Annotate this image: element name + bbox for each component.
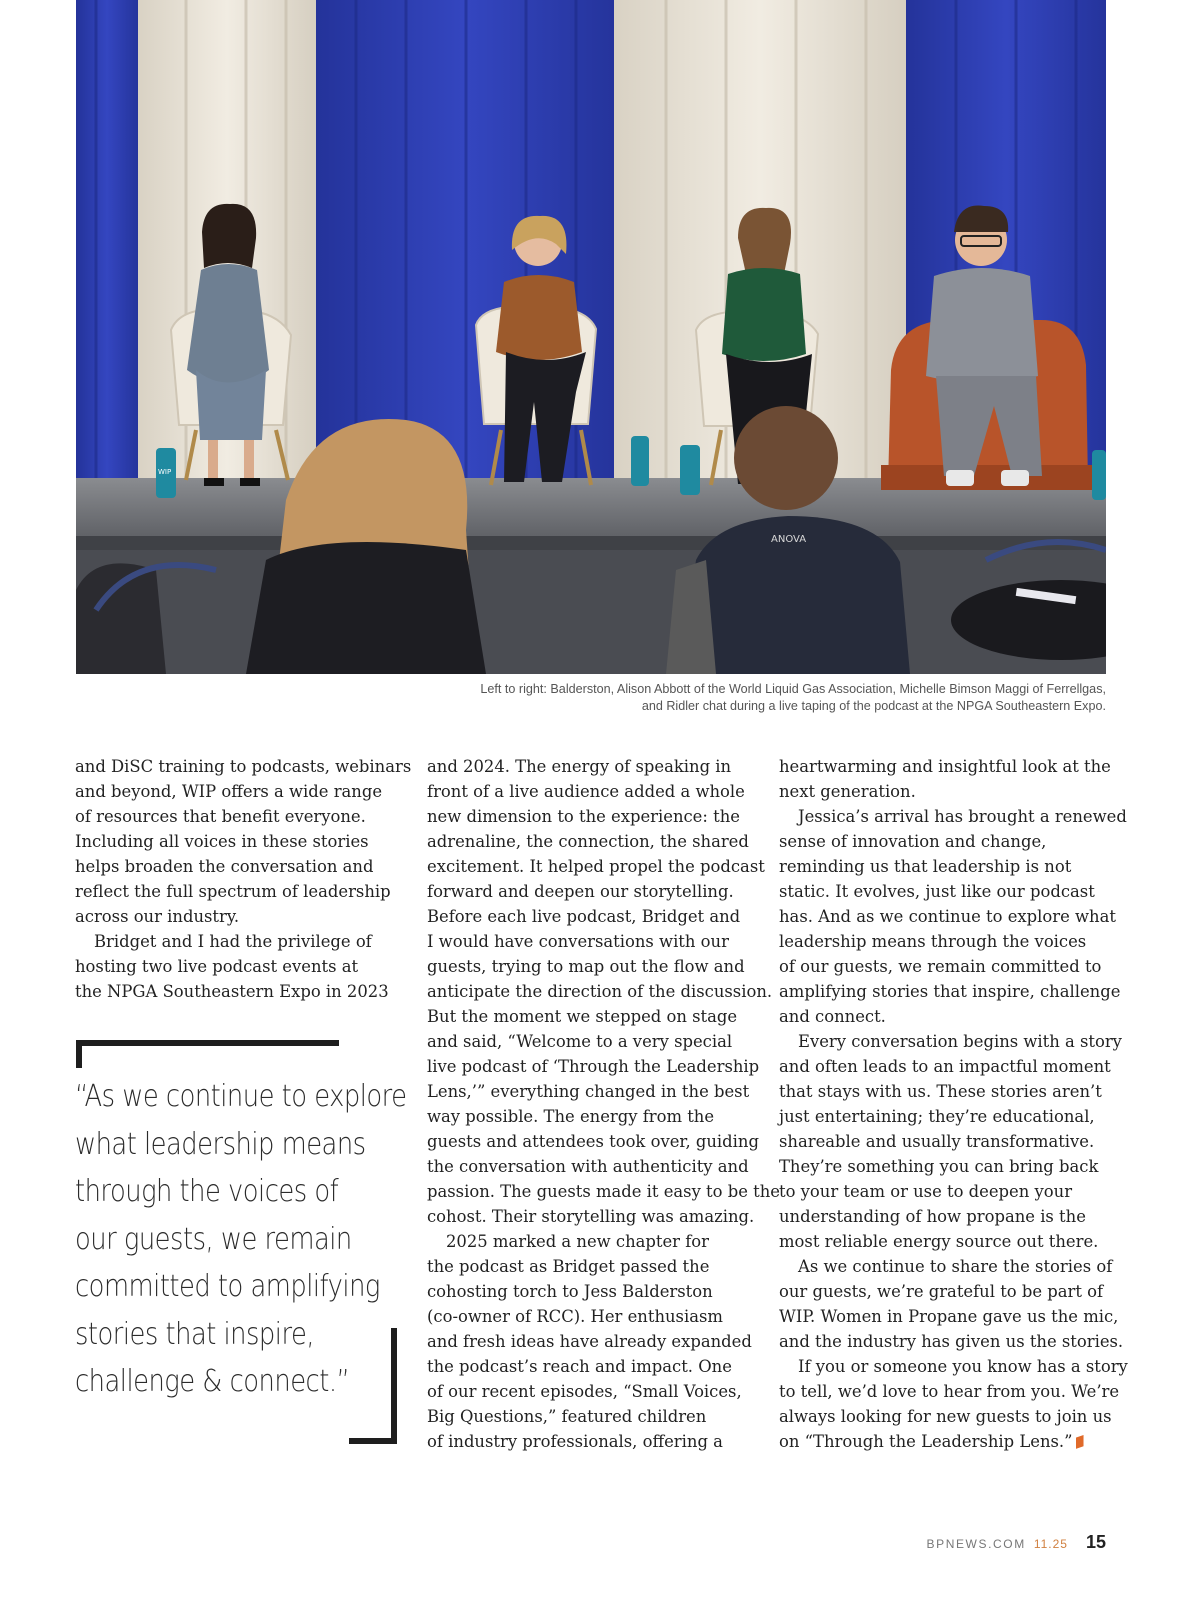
pullquote-bracket-top [76, 1040, 339, 1046]
body-line: static. It evolves, just like our podcast [779, 882, 1095, 901]
body-line: anticipate the direction of the discussion. [427, 982, 773, 1001]
shirt-logo: ANOVA [771, 534, 807, 545]
body-line: If you or someone you know has a story [798, 1357, 1128, 1376]
body-line: way possible. The energy from the [427, 1107, 715, 1126]
body-line: across our industry. [75, 907, 240, 926]
body-line: hosting two live podcast events at [75, 957, 359, 976]
body-line: Including all voices in these stories [75, 832, 369, 851]
body-line: I would have conversations with our [427, 932, 729, 951]
body-line: the podcast’s reach and impact. One [427, 1357, 732, 1376]
body-line: 2025 marked a new chapter for [446, 1232, 709, 1251]
pullquote-line: stories that inspire, [75, 1316, 315, 1352]
body-line: new dimension to the experience: the [427, 807, 740, 826]
body-line: live podcast of ‘Through the Leadership [427, 1057, 760, 1076]
body-line: forward and deepen our storytelling. [427, 882, 734, 901]
bottle-label: WIP [158, 468, 172, 476]
end-mark-icon [1076, 1435, 1084, 1449]
body-line: to tell, we’d love to hear from you. We’re [779, 1382, 1120, 1401]
article-column-2 [427, 754, 780, 1454]
body-line: just entertaining; they’re educational, [779, 1107, 1095, 1126]
body-line: Bridget and I had the privilege of [94, 932, 372, 951]
pullquote-line: challenge & connect.” [75, 1364, 350, 1399]
pullquote-line: “As we continue to explore [75, 1079, 407, 1114]
body-line: Before each live podcast, Bridget and [427, 907, 741, 926]
pullquote-line: committed to amplifying [75, 1269, 380, 1304]
page-footer [926, 1532, 1106, 1553]
page-number: 15 [1085, 1532, 1106, 1552]
body-line: and beyond, WIP offers a wide range [75, 782, 383, 801]
body-line: Lens,’” everything changed in the best [427, 1082, 750, 1101]
body-line: helps broaden the conversation and [75, 857, 374, 876]
photo-caption [300, 681, 1106, 715]
body-line: reminding us that leadership is not [779, 857, 1072, 876]
body-line: passion. The guests made it easy to be the [427, 1182, 780, 1201]
body-line: and fresh ideas have already expanded [427, 1332, 752, 1351]
body-line: sense of innovation and change, [779, 832, 1047, 851]
article-column-1 [75, 754, 412, 1004]
footer-site: BPNEWS.COM [926, 1537, 1026, 1551]
body-line: They’re something you can bring back [779, 1157, 1099, 1176]
pullquote-line: our guests, we remain [75, 1221, 352, 1257]
body-line: of resources that benefit everyone. [75, 807, 366, 826]
body-line: our guests, we’re grateful to be part of [779, 1282, 1104, 1301]
body-line: guests, trying to map out the flow and [427, 957, 745, 976]
stage-illustration [76, 0, 1106, 674]
body-line-text: on “Through the Leadership Lens.” [779, 1432, 1073, 1451]
body-line: has. And as we continue to explore what [779, 907, 1116, 926]
body-line: the NPGA Southeastern Expo in 2023 [75, 982, 389, 1001]
pullquote-bracket-bottom [391, 1328, 397, 1444]
body-line: the conversation with authenticity and [427, 1157, 749, 1176]
body-line: to your team or use to deepen your [779, 1182, 1073, 1201]
pullquote-bracket-top [76, 1040, 82, 1068]
caption-line: Left to right: Balderston, Alison Abbott of the World Liquid Gas Association, Michelle Bimson Maggi of Ferrellgas, [480, 682, 1106, 696]
body-line: heartwarming and insightful look at the [779, 757, 1111, 776]
pullquote-line: through the voices of [75, 1174, 339, 1209]
body-line: WIP. Women in Propane gave us the mic, [779, 1307, 1119, 1326]
body-line: shareable and usually transformative. [779, 1132, 1095, 1151]
body-line: always looking for new guests to join us [779, 1407, 1112, 1426]
body-line: next generation. [779, 782, 916, 801]
body-line: of industry professionals, offering a [427, 1432, 723, 1451]
body-line: As we continue to share the stories of [798, 1257, 1113, 1276]
body-line: and the industry has given us the stories. [779, 1332, 1124, 1351]
caption-line: and Ridler chat during a live taping of the podcast at the NPGA Southeastern Expo. [641, 699, 1106, 713]
body-line: excitement. It helped propel the podcast [427, 857, 765, 876]
body-line-last [779, 1429, 1109, 1454]
body-line: But the moment we stepped on stage [427, 1007, 738, 1026]
body-line: the podcast as Bridget passed the [427, 1257, 710, 1276]
body-line: of our guests, we remain committed to [779, 957, 1102, 976]
body-line: front of a live audience added a whole [427, 782, 745, 801]
body-line: adrenaline, the connection, the shared [427, 832, 749, 851]
body-line: and often leads to an impactful moment [779, 1057, 1111, 1076]
body-line: amplifying stories that inspire, challenge [779, 982, 1121, 1001]
footer-issue: 11.25 [1033, 1537, 1068, 1551]
body-line: (co-owner of RCC). Her enthusiasm [427, 1307, 723, 1326]
body-line: cohosting torch to Jess Balderston [427, 1282, 713, 1301]
body-line: Every conversation begins with a story [798, 1032, 1122, 1051]
body-line: of our recent episodes, “Small Voices, [427, 1382, 742, 1401]
body-line: cohost. Their storytelling was amazing. [427, 1207, 755, 1226]
body-line: and 2024. The energy of speaking in [427, 757, 732, 776]
body-line: understanding of how propane is the [779, 1207, 1086, 1226]
body-line: leadership means through the voices [779, 932, 1087, 951]
body-line: and DiSC training to podcasts, webinars [75, 757, 412, 776]
pullquote [75, 1073, 407, 1406]
body-line: guests and attendees took over, guiding [427, 1132, 759, 1151]
body-line: Big Questions,” featured children [427, 1407, 707, 1426]
body-line: most reliable energy source out there. [779, 1232, 1099, 1251]
pullquote-line: what leadership means [75, 1126, 366, 1162]
body-line: and said, “Welcome to a very special [427, 1032, 733, 1051]
body-line: reflect the full spectrum of leadership [75, 882, 391, 901]
body-line: and connect. [779, 1007, 886, 1026]
pullquote-bracket-bottom [349, 1438, 397, 1444]
event-photo [76, 0, 1106, 674]
article-column-3 [779, 754, 1128, 1454]
body-line: Jessica’s arrival has brought a renewed [798, 807, 1127, 826]
body-line: that stays with us. These stories aren’t [779, 1082, 1102, 1101]
